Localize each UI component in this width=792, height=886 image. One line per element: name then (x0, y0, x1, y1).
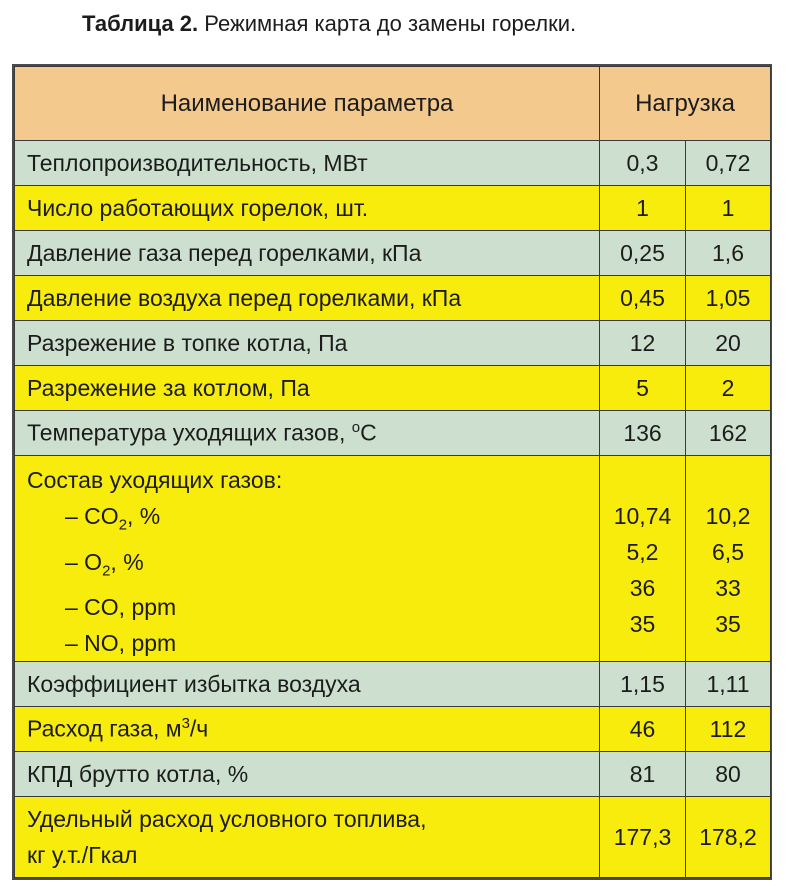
table-row (15, 186, 771, 231)
row-name: КПД брутто котла, % (15, 752, 600, 797)
row-value-1: 81 (600, 752, 686, 797)
row-value-2: 162 (686, 411, 771, 456)
composition-value: 35 (715, 611, 741, 637)
composition-value: 35 (629, 611, 656, 637)
row-name: Разрежение за котлом, Па (15, 366, 600, 411)
row-name: Давление воздуха перед горелками, кПа (15, 276, 600, 321)
row-name: Разрежение в топке котла, Па (15, 321, 600, 366)
composition-values-1 (600, 456, 686, 662)
row-name: Коэффициент избытка воздуха (15, 662, 600, 707)
caption-text: Режимная карта до замены горелки. (204, 11, 577, 36)
table-row (15, 141, 771, 186)
table-row (15, 707, 771, 752)
table-row (15, 366, 771, 411)
composition-title: Состав уходящих газов: (27, 467, 283, 493)
row-name-text: Расход газа, м (27, 716, 182, 743)
row-value-1: 0,25 (600, 231, 686, 276)
row-value-2: 80 (686, 752, 771, 797)
composition-value: 33 (715, 575, 741, 601)
composition-value: 5,2 (626, 539, 659, 565)
row-value-2: 1,05 (686, 276, 771, 321)
row-name (15, 411, 600, 456)
mode-map-table (12, 64, 772, 880)
row-value-2: 112 (686, 707, 771, 752)
row-name: Давление газа перед горелками, кПа (15, 231, 600, 276)
cube-sup: 3 (181, 715, 190, 733)
table-row (15, 752, 771, 797)
table-row (15, 276, 771, 321)
table-row (15, 662, 771, 707)
row-value-2: 178,2 (686, 797, 771, 878)
row-value-1: 12 (600, 321, 686, 366)
composition-values-2 (686, 456, 771, 662)
header-load: Нагрузка (600, 67, 771, 141)
table-row (15, 411, 771, 456)
table-row (15, 321, 771, 366)
degree-sup: о (351, 419, 361, 437)
row-value-2: 1 (686, 186, 771, 231)
composition-item: – NO, ppm (65, 630, 177, 657)
row-value-2: 1,11 (686, 662, 771, 707)
row-name (15, 797, 600, 878)
row-value-2: 0,72 (686, 141, 771, 186)
row-value-1: 1 (600, 186, 686, 231)
row-value-1: 0,45 (600, 276, 686, 321)
row-name-line2: кг у.т./Гкал (27, 842, 138, 869)
table-caption (82, 10, 576, 38)
table-row-last (15, 797, 771, 878)
row-name-unit: С (360, 419, 377, 446)
table-row (15, 231, 771, 276)
row-value-2: 2 (686, 366, 771, 411)
row-name-line1: Удельный расход условного топлива, (27, 806, 427, 833)
composition-value: 6,5 (712, 539, 744, 565)
composition-value: 10,2 (705, 503, 751, 529)
row-value-1: 0,3 (600, 141, 686, 186)
table-row-composition (15, 456, 771, 662)
composition-names (15, 456, 600, 662)
composition-item: – $O_2$, % (65, 548, 144, 580)
row-name: Теплопроизводительность, МВт (15, 141, 600, 186)
header-param: Наименование параметра (15, 67, 600, 141)
composition-item: – CO, ppm (65, 594, 177, 621)
row-value-1: 1,15 (600, 662, 686, 707)
row-value-2: 20 (686, 321, 771, 366)
composition-value: 10,74 (613, 503, 672, 529)
row-value-1: 5 (600, 366, 686, 411)
composition-item: – $CO_2$, % (65, 503, 161, 534)
caption-label: Таблица 2. (82, 11, 199, 36)
composition-value: 36 (629, 575, 656, 601)
row-name-text: Температура уходящих газов, (27, 419, 352, 446)
row-value-1: 177,3 (600, 797, 686, 878)
row-value-1: 136 (600, 411, 686, 456)
row-value-2: 1,6 (686, 231, 771, 276)
row-name-unit: /ч (189, 716, 209, 743)
row-name (15, 707, 600, 752)
row-value-1: 46 (600, 707, 686, 752)
row-name: Число работающих горелок, шт. (15, 186, 600, 231)
